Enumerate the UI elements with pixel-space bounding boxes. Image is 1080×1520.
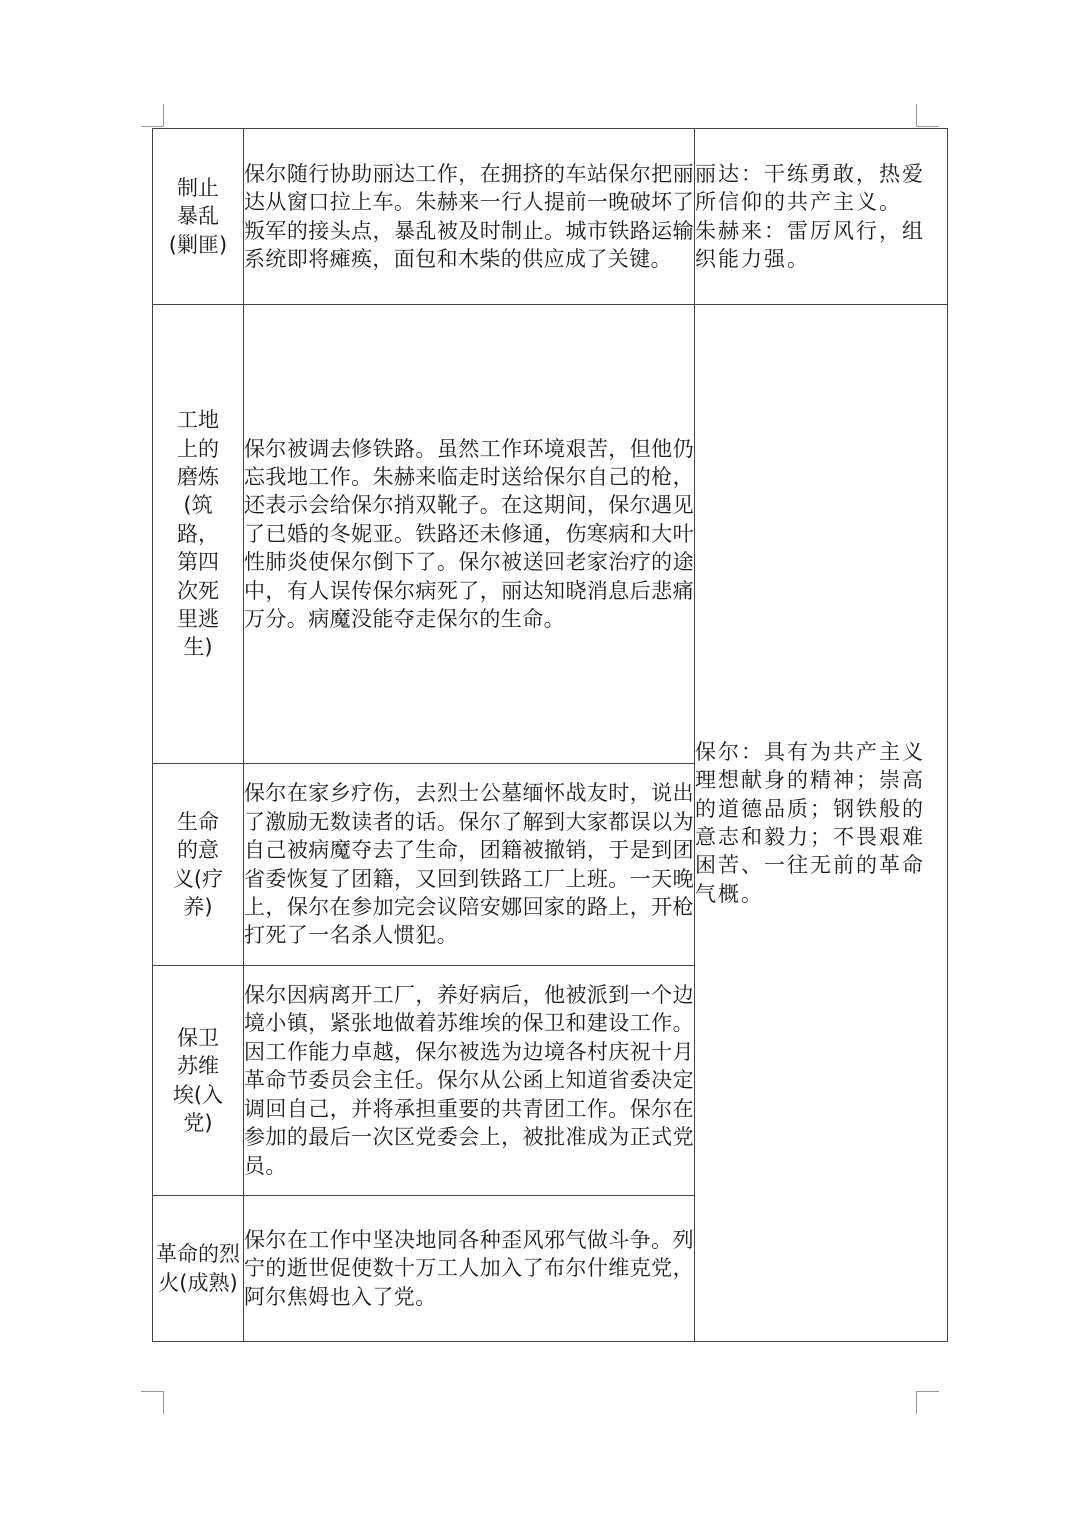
crop-mark-bottom-left bbox=[141, 1391, 164, 1414]
crop-mark-top-left bbox=[141, 104, 164, 127]
traits-cell-merged: 保尔：具有为共产主义理想献身的精神；崇高的道德品质；钢铁般的意志和毅力；不畏艰难困苦、一往无前的革命气概。 bbox=[695, 305, 948, 1342]
stage-cell: 生命的意义(疗养) bbox=[153, 764, 244, 966]
stage-cell: 工地上的磨炼(筑路，第四次死里逃生) bbox=[153, 305, 244, 764]
stage-cell: 制止暴乱(剿匪) bbox=[153, 129, 244, 305]
event-cell: 保尔在家乡疗伤，去烈士公墓缅怀战友时，说出了激励无数读者的话。保尔了解到大家都误以为自己被病魔夺去了生命，团籍被撤销，于是到团省委恢复了团籍，又回到铁路工厂上班。一天晚上，保尔在参加完会议陪安娜回家的路上，开枪打死了一名杀人惯犯。 bbox=[244, 764, 695, 966]
table-row bbox=[153, 305, 948, 764]
traits-text: 朱赫来：雷厉风行，组织能力强。 bbox=[695, 218, 925, 271]
stage-cell: 保卫苏维埃(入党) bbox=[153, 966, 244, 1196]
event-cell: 保尔随行协助丽达工作，在拥挤的车站保尔把丽达从窗口拉上车。朱赫来一行人提前一晚破坏了叛军的接头点，暴乱被及时制止。城市铁路运输系统即将瘫痪，面包和木柴的供应成了关键。 bbox=[244, 129, 695, 305]
event-cell: 保尔在工作中坚决地同各种歪风邪气做斗争。列宁的逝世促使数十万工人加入了布尔什维克党，阿尔焦姆也入了党。 bbox=[244, 1196, 695, 1342]
event-cell: 保尔因病离开工厂，养好病后，他被派到一个边境小镇，紧张地做着苏维埃的保卫和建设工作。因工作能力卓越，保尔被选为边境各村庆祝十月革命节委员会主任。保尔从公函上知道省委决定调回自己，并将承担重要的共青团工作。保尔在参加的最后一次区党委会上，被批准成为正式党员。 bbox=[244, 966, 695, 1196]
plot-summary-table bbox=[152, 128, 948, 1342]
traits-cell bbox=[695, 129, 948, 305]
table-row bbox=[153, 129, 948, 305]
crop-mark-top-right bbox=[916, 104, 939, 127]
crop-mark-bottom-right bbox=[916, 1391, 939, 1414]
stage-cell: 革命的烈火(成熟) bbox=[153, 1196, 244, 1342]
traits-text: 丽达：干练勇敢，热爱所信仰的共产主义。 bbox=[695, 161, 925, 215]
event-cell: 保尔被调去修铁路。虽然工作环境艰苦，但他仍忘我地工作。朱赫来临走时送给保尔自己的枪，还表示会给保尔捎双靴子。在这期间，保尔遇见了已婚的冬妮亚。铁路还未修通，伤寒病和大叶性肺炎使保尔倒下了。保尔被送回老家治疗的途中，有人误传保尔病死了，丽达知晓消息后悲痛万分。病魔没能夺走保尔的生命。 bbox=[244, 305, 695, 764]
